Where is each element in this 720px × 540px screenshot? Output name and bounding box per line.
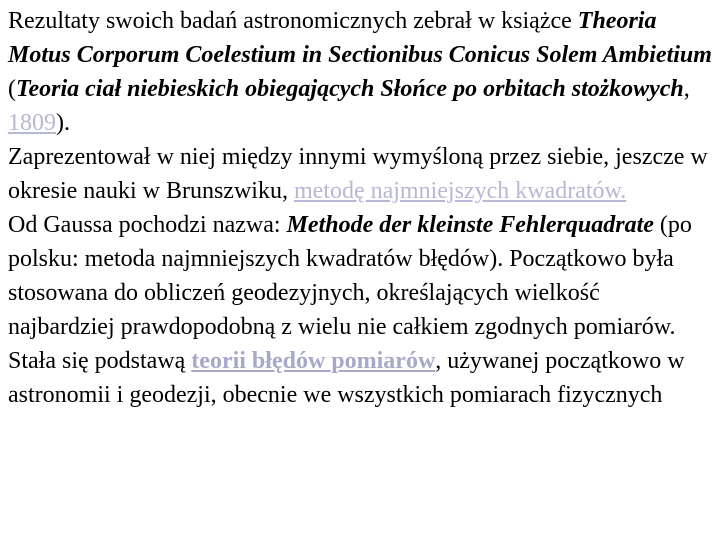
paren-close: ).: [56, 110, 70, 136]
name-origin-intro: Od Gaussa pochodzi nazwa:: [8, 212, 287, 238]
paragraph-method: [8, 140, 712, 208]
method-intro-text: Zaprezentował w niej między innymi wymyśloną przez siebie, jeszcze w okresie nauki w Brunszwiku,: [8, 144, 708, 204]
closing-text: , używanej początkowo w astronomii i geodezji, obecnie we wszystkich pomiarach fizycznych: [8, 348, 685, 408]
book-intro-text: Rezultaty swoich badań astronomicznych zebrał w książce: [8, 8, 578, 34]
german-method-name: Methode der kleinste Fehlerquadrate: [286, 212, 654, 238]
method-history-text: (po polsku: metoda najmniejszych kwadratów błędów). Początkowo była stosowana do obliczeń geodezyjnych, określających wielkość najbardziej prawdopodobną z wielu nie całkiem zgodnych pomiarów. Stała się podstawą: [8, 212, 692, 374]
comma: ,: [683, 76, 690, 102]
least-squares-link[interactable]: metodę najmniejszych kwadratów.: [293, 178, 627, 204]
paren-open: (: [8, 76, 16, 102]
error-theory-link[interactable]: teorii błędów pomiarów: [191, 348, 436, 374]
text-block: [8, 4, 712, 412]
book-latin-title: Theoria Motus Corporum Coelestium in Sectionibus Conicus Solem Ambietium: [8, 8, 712, 68]
year-link[interactable]: 1809: [8, 110, 56, 136]
paragraph-name-origin: [8, 208, 712, 412]
paragraph-book: [8, 4, 712, 140]
book-polish-title: Teoria ciał niebieskich obiegających Słońce po orbitach stożkowych: [16, 76, 684, 102]
